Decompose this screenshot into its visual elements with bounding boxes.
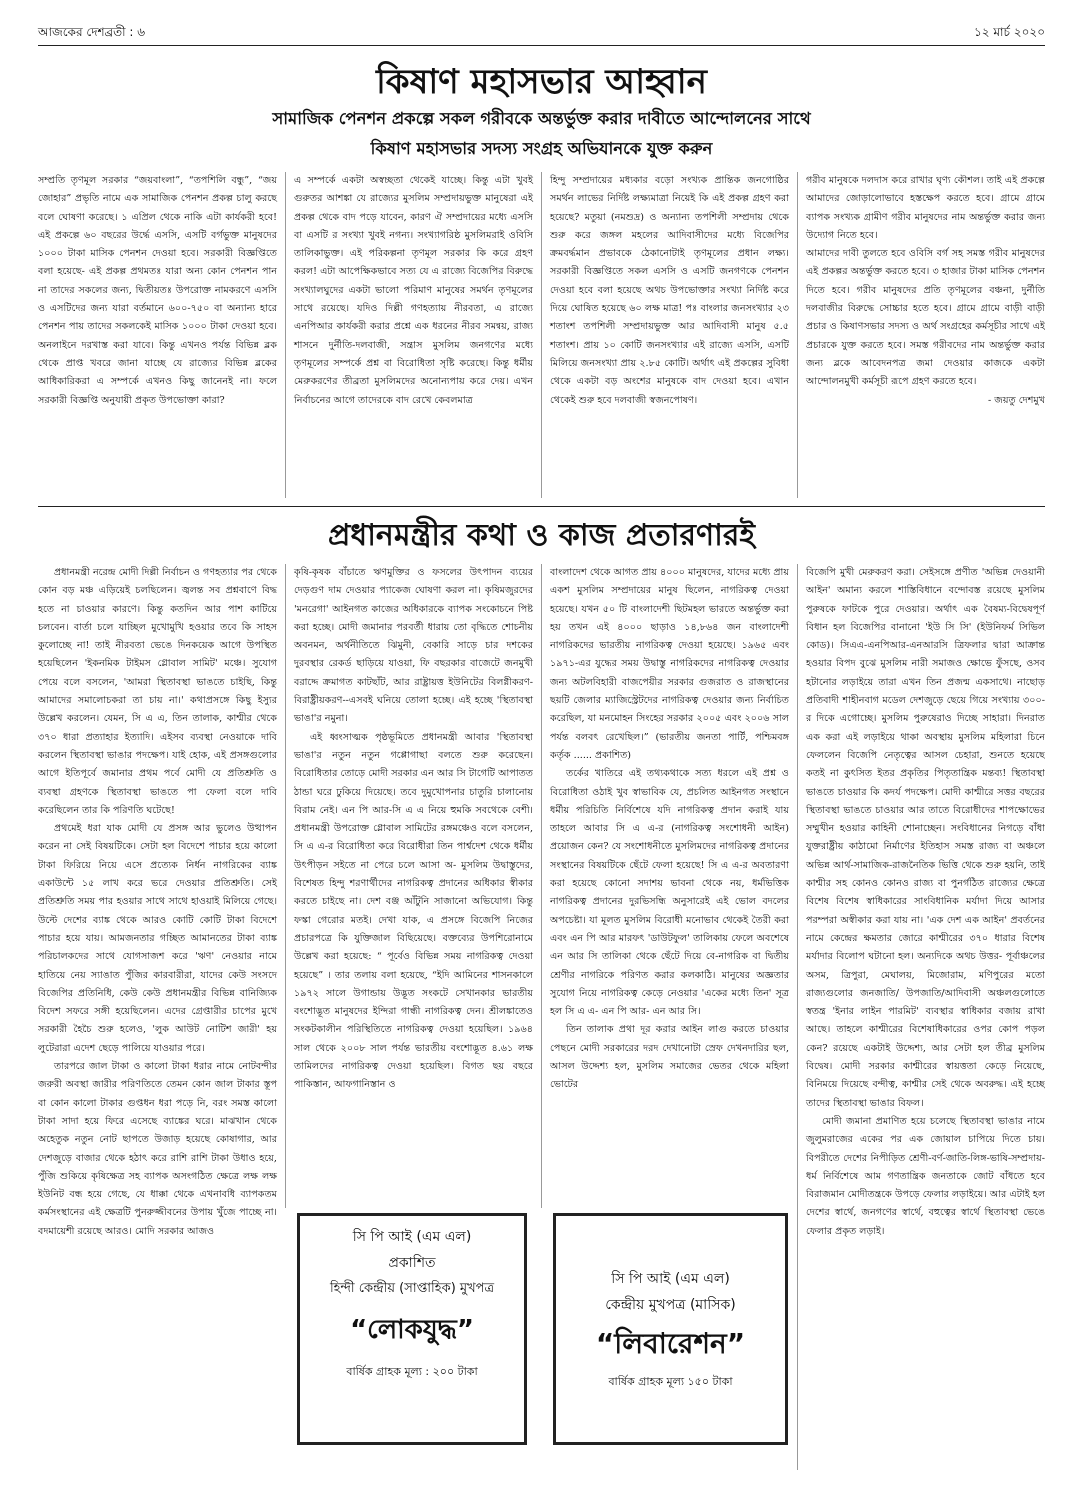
header-issue: আজকের দেশব্রতী : ৬ [38, 25, 146, 39]
article1-column-2 [285, 172, 541, 498]
header-rule [38, 45, 1045, 46]
ad-publisher: সি পি আই (এম এল) [352, 1229, 472, 1245]
ad-description: কেন্দ্রীয় মুখপত্র (মাসিক) [605, 1297, 736, 1313]
lokyuddha-ad [297, 1213, 527, 1445]
ad-subscription-price: বার্ষিক গ্রাহক মূল্য : ২০০ টাকা [346, 1365, 478, 1378]
paragraph: মোদী জমানা প্রমাণিত হয়ে চলেছে স্থিতাবস্থা ভাঙার নামে জুলুমরাজের একের পর এক জোয়াল চাপিয়ে দিতে চায়। বিপরীতে দেশের নিপীড়িত শ্রেণী-বর্ণ-জাতি-লিঙ্গ-ভাষি-সম্প্রদায়-ধর্ম নির্বিশেষে আম গণতান্ত্রিক জনতাকে জোট বাঁধতে হবে বিরাজমান মোদীতন্ত্রকে উপড়ে ফেলার লড়াইয়ে। আর এটাই হল দেশের স্বার্থে, জনগণের স্বার্থে, বহুত্বের স্বার্থে স্থিতাবস্থা ভেঙে ফেলার প্রকৃত লড়াই। [806, 1115, 1045, 1237]
paragraph: প্রধানমন্ত্রী নরেন্দ্র মোদী দিল্লী নির্বাচন ও গণহত্যার পর থেকে কোন বড় মঞ্চ এড়িয়েই চলছিলেন। জ্বলন্ত সব প্রশ্নবাণে বিদ্ধ হতে না চাওয়ার কারণে। কিন্তু কতদিন আর পাশ কাটিয়ে চলবেন। বার্তা চলে যাচ্ছিল মুখোমুখি হওয়ার তবে কি সাহস কুলোচ্ছে না! তাই নীরবতা ভেঙে দিনকয়েক আগে উপস্থিত হয়েছিলেন 'ইকনমিক টাইমস গ্লোবাল সামিট' মঞ্চে। সুযোগ পেয়ে বলে বসলেন, 'আমরা স্থিতাবস্থা ভাঙতে চাইছি, কিন্তু আমাদের সমালোচকরা তা চায় না।' কথাপ্রসঙ্গে কিছু ইস্যুর উল্লেখ করলেন। যেমন, সি এ এ, তিন তালাক, কাশ্মীর থেকে ৩৭০ ধারা প্রত্যাহার ইত্যাদি। এইসব ব্যবস্থা নেওয়াকে দাবি করলেন স্থিতাবস্থা ভাঙার পদক্ষেপ। যাই হোক, এই প্রসঙ্গগুলোর আগে ইতিপূর্বে জমানার প্রথম পর্বে মোদী যে প্রতিশ্রুতি ও ব্যবস্থা গ্রহণকে স্থিতাবস্থা ভাঙতে পা ফেলা বলে দাবি করেছিলেন তার কি পরিণতি ঘটেছে! [38, 567, 277, 816]
paragraph: হিন্দু সম্প্রদায়ের মধ্যকার বড়ো সংখ্যক প্রান্তিক জনগোষ্ঠির সমর্থন লাভের নির্দিষ্ট লক্ষ্যমাত্রা নিয়েই কি এই প্রকল্প গ্রহণ করা হয়েছে? মতুয়া (নমশুদ্র) ও অন্যান্য তপশিলী সম্প্রদায় থেকে শুরু করে জঙ্গল মহলের আদিবাসীদের মধ্যে বিজেপির ক্রমবর্দ্ধমান প্রভাবকে ঠেকানোটাই তৃণমূলের প্রধান লক্ষ্য। সরকারী বিজ্ঞপ্তিতে সকল এসসি ও এসটি জনগণকে পেনশন দেওয়া হবে বলা হয়েছে অথচ উপভোক্তার সংখ্যা নির্দিষ্ট করে দিয়ে ঘোষিত হয়েছে ৬০ লক্ষ মাত্র! পঃ বাংলার জনসংখ্যার ২৩ শতাংশ তপশিলী সম্প্রদায়ভুক্ত আর আদিবাসী মানুষ ৫.৫ শতাংশ। প্রায় ১০ কোটি জনসংখ্যার এই রাজ্যে এসসি, এসটি মিলিয়ে জনসংখ্যা প্রায় ২.৮৫ কোটি। অর্থাৎ এই প্রকল্পের সুবিধা থেকে একটা বড় অংশের মানুষকে বাদ দেওয়া হবে। এখান থেকেই শুরু হবে দলবাজী স্বজনপোষণ। [550, 175, 789, 406]
paragraph: গরীব মানুষকে দলদাস করে রাখার ঘৃণ্য কৌশল। তাই এই প্রকল্পে আমাদের জোড়ালোভাবে হস্তক্ষেপ করতে হবে। গ্রামে গ্রামে ব্যাপক সংখ্যক গ্রামীণ গরীব মানুষদের নাম অন্তর্ভুক্ত করার জন্য উদ্যোগ নিতে হবে। [806, 175, 1045, 241]
paragraph: সম্প্রতি তৃণমূল সরকার “জয়বাংলা”, “তপশিলি বন্ধু”, “জয় জোহার” প্রভৃতি নামে এক সামাজিক পেনশন প্রকল্প চালু করছে বলে ঘোষণা করেছে। ১ এপ্রিল থেকে নাকি এটা কার্যকরী হবে! এই প্রকল্পে ৬০ বছরের উর্দ্ধে এসসি, এসটি বর্গভুক্ত মানুষদের ১০০০ টাকা মাসিক পেনশন দেওয়া হবে। সরকারী বিজ্ঞপ্তিতে বলা হয়েছে- এই প্রকল্প প্রথমতঃ যারা অন্য কোন পেনশন পান না তাদের সকলের জন্য, দ্বিতীয়তঃ উপরোক্ত নামকরণে এসসি ও এসটিদের জন্য যারা বর্তমানে ৬০০-৭৫০ বা অন্যান্য হারে পেনশন পায় তাদের সকলকেই মাসিক ১০০০ টাকা দেওয়া হবে। অনলাইনে দরখাস্ত করা যাবে। কিন্তু এখনও পর্যন্ত বিভিন্ন ব্লক থেকে প্রাপ্ত খবরে জানা যাচ্ছে যে রাজ্যের বিভিন্ন ব্লকের আধিকারিকরা এ সম্পর্কে এখনও কিছু জানেনই না। ফলে সরকারী বিজ্ঞপ্তি অনুযায়ী প্রকৃত উপভোক্তা কারা? [38, 175, 277, 406]
article2-body [38, 564, 1045, 1470]
paragraph: তারপরে জাল টাকা ও কালো টাকা ধরার নামে নোটবন্দীর জরুরী অবস্থা জারীর পরিণতিতে তেমন কোন জাল টাকার স্তূপ বা কোন কালো টাকার গুপ্তধন ধরা পড়ে নি, বরং সমস্ত কালো টাকা সাদা হয়ে ফিরে এসেছে ব্যাঙ্কের ঘরে। মাঝখান থেকে অহেতুক নতুন নোট ছাপতে উজাড় হয়েছে কোষাগার, আর দেশজুড়ে বাজার থেকে হঠাৎ করে রাশি রাশি টাকা উধাও হয়ে, পুঁজি শুকিয়ে কৃষিক্ষেত্র সহ ব্যাপক অসংগঠিত ক্ষেত্রে লক্ষ লক্ষ ইউনিট বন্ধ হয়ে গেছে, যে ধাক্কা থেকে এখনাবধি ব্যাপকতম কর্মসংস্থানের এই ক্ষেত্রটি পুনরুজ্জীবনের উপায় খুঁজে পাচ্ছে না। বদমায়েশী রয়েছে আরও। মোদি সরকার আজও [38, 1061, 277, 1237]
article2-column-2 [285, 564, 541, 1208]
article1-column-4 [797, 172, 1045, 498]
paragraph: বিজেপি মুখী মেরুকরণ করা। সেইসঙ্গে প্রণীত 'অভিন্ন দেওয়ানী আইন' অমান্য করলে শাস্তিবিধানে বন্দোবস্ত রয়েছে মুসলিম পুরুষকে ফাটকে পুরে দেওয়ার। অর্থাৎ এক বৈষম্য-বিদ্বেষপূর্ণ বিধান হল বিজেপির বানানো 'ইউ সি সি' (ইউনিফর্ম সিভিল কোড)। সিএএ-এনপিআর-এনআরসি ত্রিফলার দ্বারা আক্রান্ত হওয়ার বিপদ বুঝে মুসলিম নারী সমাজও ক্ষোভে ফুঁসছে, ওসব হটানোর লড়াইয়ে তারা এখন তিন প্রজন্ম একসাথে। নাছোড় প্রতিবাদী শাহীনবাগ মডেল দেশজুড়ে ছেয়ে গিয়ে সংখ্যায় ৩০০-র দিকে এগোচ্ছে। মুসলিম পুরুষেরাও দিচ্ছে সাহারা। দিনরাত এক করা এই লড়াইয়ে থাকা অবস্থায় মুসলিম মহিলারা চিনে ফেললেন বিজেপি নেতৃত্বের আসল চেহারা, শুনতে হয়েছে কতই না কুৎসিত ইতর প্রকৃতির পিতৃতান্ত্রিক মন্তব্য! স্থিতাবস্থা ভাঙতে চাওয়ার কি কদর্য পদক্ষেপ। মোদী কাশ্মীরে সত্তর বছরের স্থিতাবস্থা ভাঙতে চাওয়ার আর তাতে বিরোধীদের শাপক্ষোভের সম্মুখীন হওয়ার কাহিনী শোনাচ্ছেন। সংবিধানের নিগড়ে বাঁধা যুক্তরাষ্ট্রীয় কাঠামো নির্মাণের ইতিহাস সমস্ত রাজ্য বা অঞ্চলে অভিন্ন আর্থ-সামাজিক-রাজনৈতিক ভিত্তি থেকে শুরু হয়নি, তাই কাশ্মীর সহ কোনও কোনও রাজ্য বা পুনর্গঠিত রাজ্যের ক্ষেত্রে বিশেষ বিশেষ স্বাধিকারের সাংবিধানিক মর্যাদা দিয়ে আসার পরম্পরা অস্বীকার করা যায় না। 'এক দেশ এক আইন' প্রবর্তনের নামে কেন্দ্রের ক্ষমতার জোরে কাশ্মীরের ৩৭০ ধারার বিশেষ মর্যাদার বিলোপ ঘটানো হল। অন্যদিকে অথচ উত্তর- পূর্বাঞ্চলের অসম, ত্রিপুরা, মেঘালয়, মিজোরাম, মণিপুরের মতো রাজ্যগুলোর জনজাতি/ উপজাতি/আদিবাসী অঞ্চলগুলোতে স্বতন্ত্র 'ইনার লাইন পারমিট' ব্যবস্থার স্বাধিকার বজায় রাখা আছে। তাহলে কাশ্মীরের বিশেষাধিকারের ওপর কোপ পড়ল কেন? রয়েছে একটাই উদ্দেশ্য, আর সেটা হল তীব্র মুসলিম বিদ্বেষ। মোদী সরকার কাশ্মীরের স্বায়ত্ততা কেড়ে নিয়েছে, বিনিময়ে দিয়েছে বন্দীত্ব, কাশ্মীর সেই থেকে অবরুদ্ধ। এই হচ্ছে তাদের স্থিতাবস্থা ভাঙার বিফল। [806, 567, 1045, 1109]
ad-publication-name: “লিবারেশন” [595, 1327, 746, 1360]
article1-column-3 [541, 172, 797, 498]
page-header [38, 24, 1045, 40]
paragraph: তিন তালাক প্রথা দূর করার আইন লাগু করতে চাওয়ার পেছনে মোদী সরকারের দরদ দেখানোটা স্রেফ দেখনদারির ছল, আসল উদ্দেশ্য হল, মুসলিম সমাজের ভেতর থেকে মহিলা ভোটের [550, 1024, 789, 1091]
article1-subtitle-2: কিষাণ মহাসভার সদস্য সংগ্রহ অভিযানকে যুক্ত করুন [370, 139, 713, 158]
paragraph: আমাদের দাবী তুলতে হবে ওবিসি বর্গ সহ সমস্ত গরীব মানুষদের এই প্রকল্পর অন্তর্ভুক্ত করতে হবে। ৩ হাজার টাকা মাসিক পেনশন দিতে হবে। গরীব মানুষদের প্রতি তৃণমূলের বঞ্চনা, দুর্নীতি দলবাজীর বিরুদ্ধে সোচ্চার হতে হবে। গ্রামে গ্রামে বাড়ী বাড়ী প্রচার ও কিষাণসভার সদস্য ও অর্থ সংগ্রহের কর্মসূচীর সাথে এই প্রচারকে যুক্ত করতে হবে। সমস্ত গরীবদের নাম অন্তর্ভুক্ত করার জন্য ব্লকে আবেদনপত্র জমা দেওয়ার কাজকে একটা আন্দোলনমুখী কর্মসূচী রূপে গ্রহণ করতে হবে। [806, 248, 1045, 388]
article1-title: কিষাণ মহাসভার আহ্বান [376, 62, 707, 102]
header-date: ১২ মার্চ ২০২০ [973, 25, 1045, 39]
article1-subtitle-1: সামাজিক পেনশন প্রকল্পে সকল গরীবকে অন্তর্ভুক্ত করার দাবীতে আন্দোলনের সাথে [272, 109, 811, 128]
article-divider [38, 506, 1045, 507]
article2-column-4 [797, 564, 1045, 1470]
article2-column-3 [541, 564, 797, 1208]
ad-description: হিন্দী কেন্দ্রীয় (সাপ্তাহিক) মুখপত্র [329, 1281, 495, 1296]
paragraph: এই ধ্বংসাত্মক পৃষ্ঠভূমিতে প্রধানমন্ত্রী আবার 'স্থিতাবস্থা ভাঙা'র নতুন নতুন গপ্পোগাছা বলতে শুরু করেছেন। বিরোধিতার তোড়ে মোদী সরকার এন আর সি টাগেটি আপাতত ঠান্ডা ঘরে ঢুকিয়ে দিয়েছে। তবে দুমুখোপনার চাতুরি চালানোয় বিরাম নেই। এন পি আর-সি এ এ নিয়ে হুমকি সবথেকে বেশী। প্রধানমন্ত্রী উপরোক্ত গ্লোবাল সামিটের রঙ্গমঞ্চেও বলে বসলেন, সি এ এ-র বিরোধিতা করে বিরোধীরা তিন পার্শ্বদেশ থেকে ধর্মীয় উৎপীড়ন সইতে না পেরে চলে আসা অ- মুসলিম উদ্বাস্তুদের, বিশেষত হিন্দু শরণার্থীদের নাগরিকত্ব প্রদানের অধিকার স্বীকার করতে চাইছে না। দেশ বঞ্জ আঁটুনি সাজানো অভিযোগ। কিন্তু ফস্কা গেরোর মতই। দেখা যাক, এ প্রসঙ্গে বিজেপি নিজের প্রচারপত্রে কি যুক্তিজাল বিছিয়েছে। বক্তব্যের উপশিরোনামে উল্লেখ করা হয়েছে: “ পূর্বেও বিভিন্ন সময় নাগরিকত্ব দেওয়া হয়েছে” । তার তলায় বলা হয়েছে, “ইদি আমিনের শাসনকালে ১৯৭২ সালে উগান্ডায় উদ্ভূত সংকটে সেখানকার ভারতীয় বংশোদ্ভূত মানুষদের ইন্দিরা গান্ধী নাগরিকত্ব দেন। শ্রীলঙ্কাতেও সংকটকালীন পরিস্থিতিতে নাগরিকত্ব দেওয়া হয়েছিল। ১৯৬৪ সাল থেকে ২০০৮ সাল পর্যন্ত ভারতীয় বংশোদ্ভূত ৪.৬১ লক্ষ তামিলদের নাগরিকত্ব দেওয়া হয়েছিল। বিগত ছয় বছরে পাকিস্তান, আফগানিস্তান ও [294, 731, 533, 1091]
article2-title: প্রধানমন্ত্রীর কথা ও কাজ প্রতারণারই [328, 518, 755, 553]
article1-column-1 [38, 172, 285, 498]
paragraph: বাংলাদেশ থেকে আগত প্রায় ৪০০০ মানুষদের, যাদের মধ্যে প্রায় একশ মুসলিম সম্প্রদায়ের মানুষ ছিলেন, নাগরিকত্ব দেওয়া হয়েছে। যখন ৫০ টি বাংলাদেশী ছিটমহল ভারতে অন্তর্ভুক্ত করা হয় তখন এই ৪০০০ ছাড়াও ১৪,৮৬৪ জন বাংলাদেশী নাগরিকদের ভারতীয় নাগরিকত্ব দেওয়া হয়েছে। ১৯৬৫ এবং ১৯৭১-এর যুদ্ধের সময় উদ্বাস্তু নাগরিকদের নাগরিকত্ব দেওয়ার জন্য অটলবিহারী বাজপেয়ীর সরকার গুজরাত ও রাজস্থানের ছয়টি জেলার ম্যাজিস্ট্রেটদের নাগরিকত্ব দেওয়ার জন্য নির্বাচিত করেছিল, যা মনমোহন সিংহের সরকার ২০০৫ এবং ২০০৬ সাল পর্যন্ত বলবৎ রেখেছিল।” (ভারতীয় জনতা পার্টি, পশ্চিমবঙ্গ কর্তৃক ...... প্রকাশিত) [550, 567, 789, 761]
ad-subscription-price: বার্ষিক গ্রাহক মূল্য ১৫০ টাকা [608, 1375, 733, 1388]
ad-publisher: সি পি আই (এম এল) [611, 1271, 730, 1287]
paragraph: তর্কের খাতিরে এই তথ্যকথাকে সত্য ধরলে এই প্রশ্ন ও বিরোধিতা ওঠাই খুব স্বাভাবিক যে, প্রচলিত আইনগত সংস্থানে ধর্মীয় পরিচিতি নির্বিশেষে যদি নাগরিকত্ব প্রদান করাই যায় তাহলে আবার সি এ এ-র (নাগরিকত্ব সংশোধনী আইন) প্রয়োজন কেন? যে সংশোধনীতে মুসলিমদের নাগরিকত্ব প্রদানের সংস্থানের বিষয়টিকে ছেঁটে ফেলা হয়েছে! সি এ এ-র অবতারণা করা হয়েছে কোনো সদাশয় ভাবনা থেকে নয়, ধর্মভিত্তিক নাগরিকত্ব প্রদানের দুরভিসন্ধি অনুসারেই এই ভোল বদলের অপচেষ্টা। যা মূলত মুসলিম বিরোধী মনোভাব থেকেই তৈরী করা এবং এন পি আর মারফৎ 'ডাউটফুল' তালিকায় ফেলে অবশেষে এন আর সি তালিকা থেকে ছেঁটে দিয়ে বে-নাগরিক বা দ্বিতীয় শ্রেণীর নাগরিকে পরিণত করার কলকাঠি। মানুষের অজ্ঞতার সুযোগ নিয়ে নাগরিকত্ব কেড়ে নেওয়ার 'একের মধ্যে তিন' সূত্র হল সি এ এ- এন পি আর- এন আর সি। [550, 768, 789, 1018]
paragraph: এ সম্পর্কে একটা অস্বচ্ছতা থেকেই যাচ্ছে। কিন্তু এটা খুবই গুরুতর আশঙ্কা যে রাজ্যের মুসলিম সম্প্রদায়ভুক্ত মানুষেরা এই প্রকল্প থেকে বাদ পড়ে যাবেন, কারণ ঐ সম্প্রদায়ের মধ্যে এসসি বা এসটি র সংখ্যা খুবই নগন্য। সংখ্যাগরিষ্ঠ মুসলিমরাই ওবিসি তালিকাভুক্ত। এই পরিকল্পনা তৃণমূল সরকার কি করে গ্রহণ করল! এটা আপেক্ষিকভাবে সত্য যে এ রাজ্যে বিজেপির বিরুদ্ধে সংখ্যালঘুদের একটা ভালো পরিমাণ মানুষের সমর্থন তৃণমূলের সাথে রয়েছে। যদিও দিল্লী গণহত্যায় নীরবতা, এ রাজ্যে এনপিআর কার্যকরী করার প্রশ্নে এক ধরনের নীরব সমন্বয়, রাজ্য শাসনে দুর্নীতি-দলবাজী, সন্ত্রাস মুসলিম জনগণের মধ্যে তৃণমূলের সম্পর্কে প্রশ্ন বা বিরোধিতা সৃষ্টি করেছে। কিন্তু ধর্মীয় মেরুকরণের তীব্রতা মুসলিমদের অনোন্যপায় করে দেয়। এখন নির্বাচনের আগে তাদেরকে বাদ রেখে কেবলমাত্র [294, 175, 533, 406]
ad-publication-name: “লোকযুদ্ধ” [350, 1315, 474, 1345]
ad-published-label: প্রকাশিত [388, 1255, 436, 1271]
paragraph: কৃষি-কৃষক বাঁচাতে ঋণমুক্তির ও ফসলের উৎপাদন ব্যয়ের দেড়গুণ দাম দেওয়ার প্যাকেজ ঘোষণা করল না। কৃষিমজুরদের 'মনরেগা' আইনগত কাজের অধিকারকে ব্যাপক সংকোচনে পিষ্ট করা হচ্ছে। মোদী জমানার পরবর্তী ধারায় তো বৃদ্ধিতে শোচনীয় অবনমন, অর্থনীতিতে ঝিমুনী, বেকারি সাড়ে চার দশকের দুরবস্থার রেকর্ড ছাড়িয়ে যাওয়া, ফি বছরকার বাজেটে জনমুখী বরাদ্দে ক্রমাগত কাটছাঁট, আর রাষ্ট্রায়ত্ত ইউনিটের বিলগ্নীকরণ-বিরাষ্ট্রীয়করণ--এসবই ঘনিয়ে তোলা হচ্ছে। এই হচ্ছে 'স্থিতাবস্থা ভাঙা'র নমুনা। [294, 567, 533, 725]
article2-column-1 [38, 564, 285, 1470]
liberation-ad [553, 1213, 788, 1445]
paragraph: প্রথমেই ধরা যাক মোদী যে প্রসঙ্গ আর ভুলেও উত্থাপন করেন না সেই বিষয়টিকে। সেটা হল বিদেশে পাচার হয়ে কালো টাকা ফিরিয়ে নিয়ে এসে প্রত্যেক নির্ধন নাগরিকের ব্যাঙ্ক একাউন্টে ১৫ লাখ করে ভরে দেওয়ার প্রতিশ্রুতি। সেই প্রতিশ্রুতি সময় পার হওয়ার সাথে সাথে হাওয়াই মিলিয়ে গেছে। উল্টে দেশের ব্যাঙ্ক থেকে আরও কোটি কোটি টাকা বিদেশে পাচার হয়ে যায়। আমজনতার গচ্ছিত আমানতের টাকা ব্যাঙ্ক পরিচালকদের সাথে যোগসাজশ করে 'ঋণ' নেওয়ার নামে হাতিয়ে নেয় স্যাঙাত পুঁজির কারবারীরা, যাদের কেউ সংসদে বিজেপির প্রতিনিধি, কেউ কেউ প্রধানমন্ত্রীর বিভিন্ন বানিজ্যিক বিদেশ সফরে সঙ্গী হয়েছিলেন। এদের গ্রেপ্তারীর চাপের মুখে সরকারী হৈচৈ শুরু হলেও, 'লুক আউট নোটিশ জারী' হয় লুটেরারা এদেশ ছেড়ে পালিয়ে যাওয়ার পরে। [38, 823, 277, 1054]
article1-signature: - জয়তু দেশমুখ [987, 394, 1045, 406]
article1-body [38, 172, 1045, 498]
